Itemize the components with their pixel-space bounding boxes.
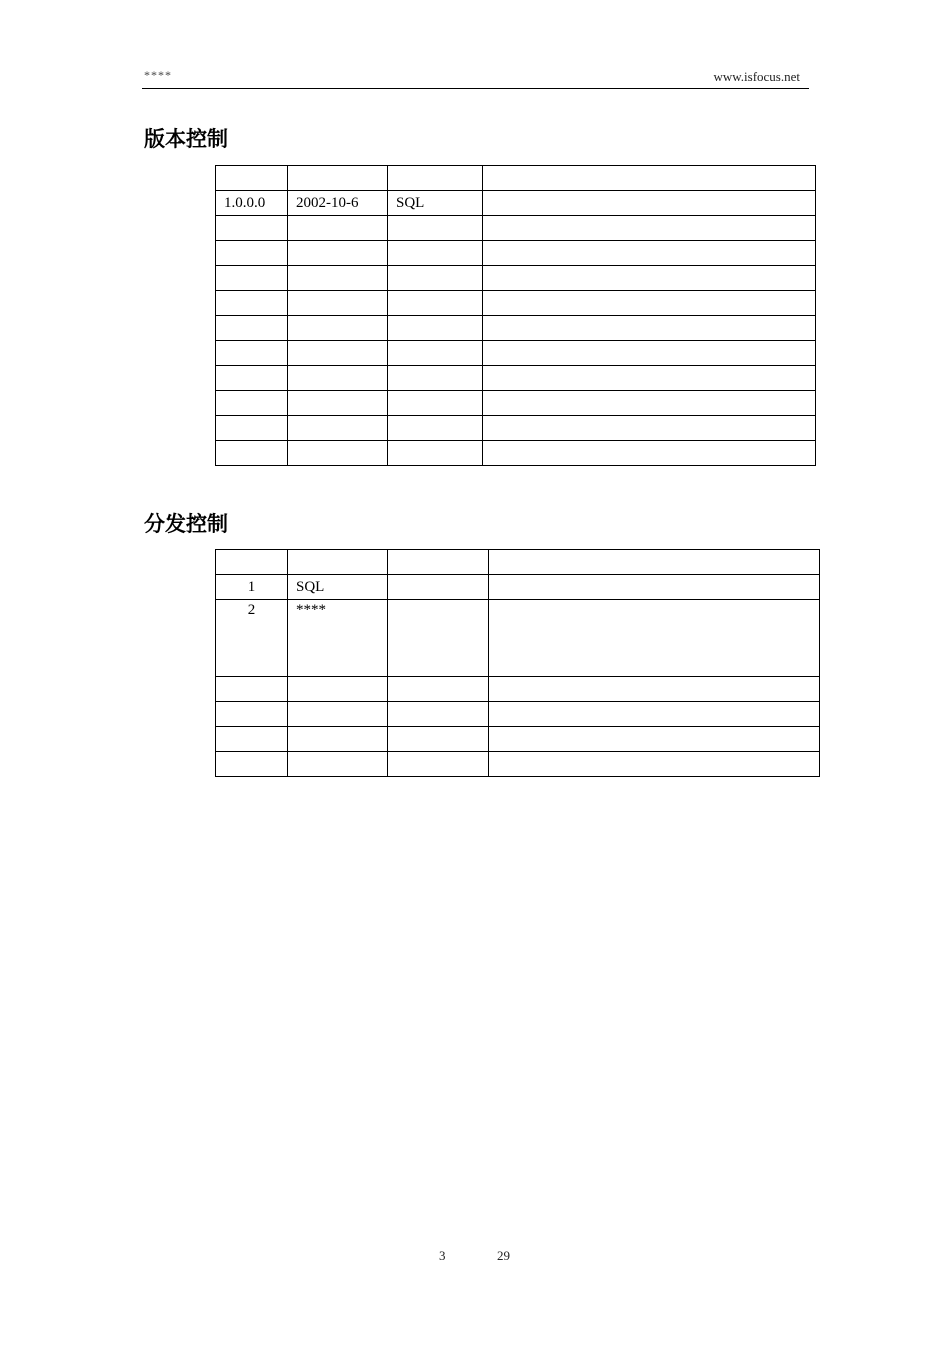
table-cell [216, 341, 288, 366]
table-cell [216, 416, 288, 441]
table-header-row [216, 166, 816, 191]
table-cell [216, 291, 288, 316]
table-cell [483, 316, 816, 341]
table-cell [388, 727, 489, 752]
table-cell [489, 677, 820, 702]
table-cell [288, 266, 388, 291]
table-cell [288, 727, 388, 752]
table-cell [489, 727, 820, 752]
table-row [216, 366, 816, 391]
table-cell [288, 241, 388, 266]
header-website-url: www.isfocus.net [713, 69, 800, 84]
table-row [216, 216, 816, 241]
table-row [216, 391, 816, 416]
table-cell [288, 416, 388, 441]
table-cell [483, 441, 816, 466]
table-cell [388, 341, 483, 366]
table-cell [388, 241, 483, 266]
table-cell [388, 216, 483, 241]
table-cell [288, 550, 388, 575]
table-cell [216, 166, 288, 191]
table-cell [216, 727, 288, 752]
row-number-cell: 2 [216, 600, 288, 677]
table-row [216, 416, 816, 441]
table-cell [388, 550, 489, 575]
table-cell [288, 752, 388, 777]
table-row [216, 727, 820, 752]
version-date-cell: 2002-10-6 [288, 191, 388, 216]
table-cell [388, 366, 483, 391]
distribution-control-table [215, 549, 820, 777]
table-row [216, 291, 816, 316]
table-row [216, 266, 816, 291]
table-cell [288, 441, 388, 466]
table-cell [216, 366, 288, 391]
table-header-row [216, 550, 820, 575]
table-row [216, 600, 820, 677]
table-cell [388, 575, 489, 600]
table-cell [288, 316, 388, 341]
table-cell [216, 677, 288, 702]
table-cell [489, 600, 820, 677]
table-row [216, 341, 816, 366]
table-cell [483, 391, 816, 416]
version-author-cell: SQL [388, 191, 483, 216]
row-number-cell: 1 [216, 575, 288, 600]
version-control-heading: 版本控制 [144, 127, 228, 151]
table-cell [388, 266, 483, 291]
table-cell [288, 366, 388, 391]
table-cell [483, 341, 816, 366]
table-cell [483, 366, 816, 391]
version-number-cell: 1.0.0.0 [216, 191, 288, 216]
version-control-table [215, 165, 816, 466]
table-cell [483, 191, 816, 216]
header-left-text: **** [144, 68, 172, 82]
table-cell [288, 341, 388, 366]
table-cell [483, 166, 816, 191]
table-cell [216, 391, 288, 416]
table-cell [388, 677, 489, 702]
table-cell [388, 752, 489, 777]
table-cell [216, 316, 288, 341]
table-cell [388, 166, 483, 191]
table-cell [388, 416, 483, 441]
table-cell [216, 216, 288, 241]
table-cell [216, 550, 288, 575]
table-cell [388, 600, 489, 677]
page-number-current: 3 [439, 1248, 446, 1263]
table-cell [288, 291, 388, 316]
table-cell [483, 241, 816, 266]
table-row [216, 191, 816, 216]
table-cell [288, 216, 388, 241]
table-row [216, 441, 816, 466]
table-cell [388, 291, 483, 316]
table-cell [483, 216, 816, 241]
table-cell [216, 752, 288, 777]
page-number-total: 29 [497, 1248, 510, 1263]
table-cell [489, 752, 820, 777]
table-cell [388, 391, 483, 416]
table-cell [483, 416, 816, 441]
table-cell [216, 441, 288, 466]
table-row [216, 575, 820, 600]
table-cell [388, 316, 483, 341]
table-cell [288, 677, 388, 702]
table-cell [288, 391, 388, 416]
table-cell [388, 702, 489, 727]
distribution-control-heading: 分发控制 [144, 512, 228, 536]
table-cell [489, 550, 820, 575]
table-cell [489, 702, 820, 727]
recipient-cell: **** [288, 600, 388, 677]
table-row [216, 316, 816, 341]
table-cell [288, 702, 388, 727]
table-cell [216, 241, 288, 266]
table-cell [288, 166, 388, 191]
table-row [216, 702, 820, 727]
table-cell [388, 441, 483, 466]
table-row [216, 677, 820, 702]
table-cell [489, 575, 820, 600]
recipient-cell: SQL [288, 575, 388, 600]
table-row [216, 752, 820, 777]
table-cell [483, 291, 816, 316]
table-cell [216, 702, 288, 727]
table-row [216, 241, 816, 266]
header-divider [142, 88, 809, 89]
table-cell [216, 266, 288, 291]
table-cell [483, 266, 816, 291]
